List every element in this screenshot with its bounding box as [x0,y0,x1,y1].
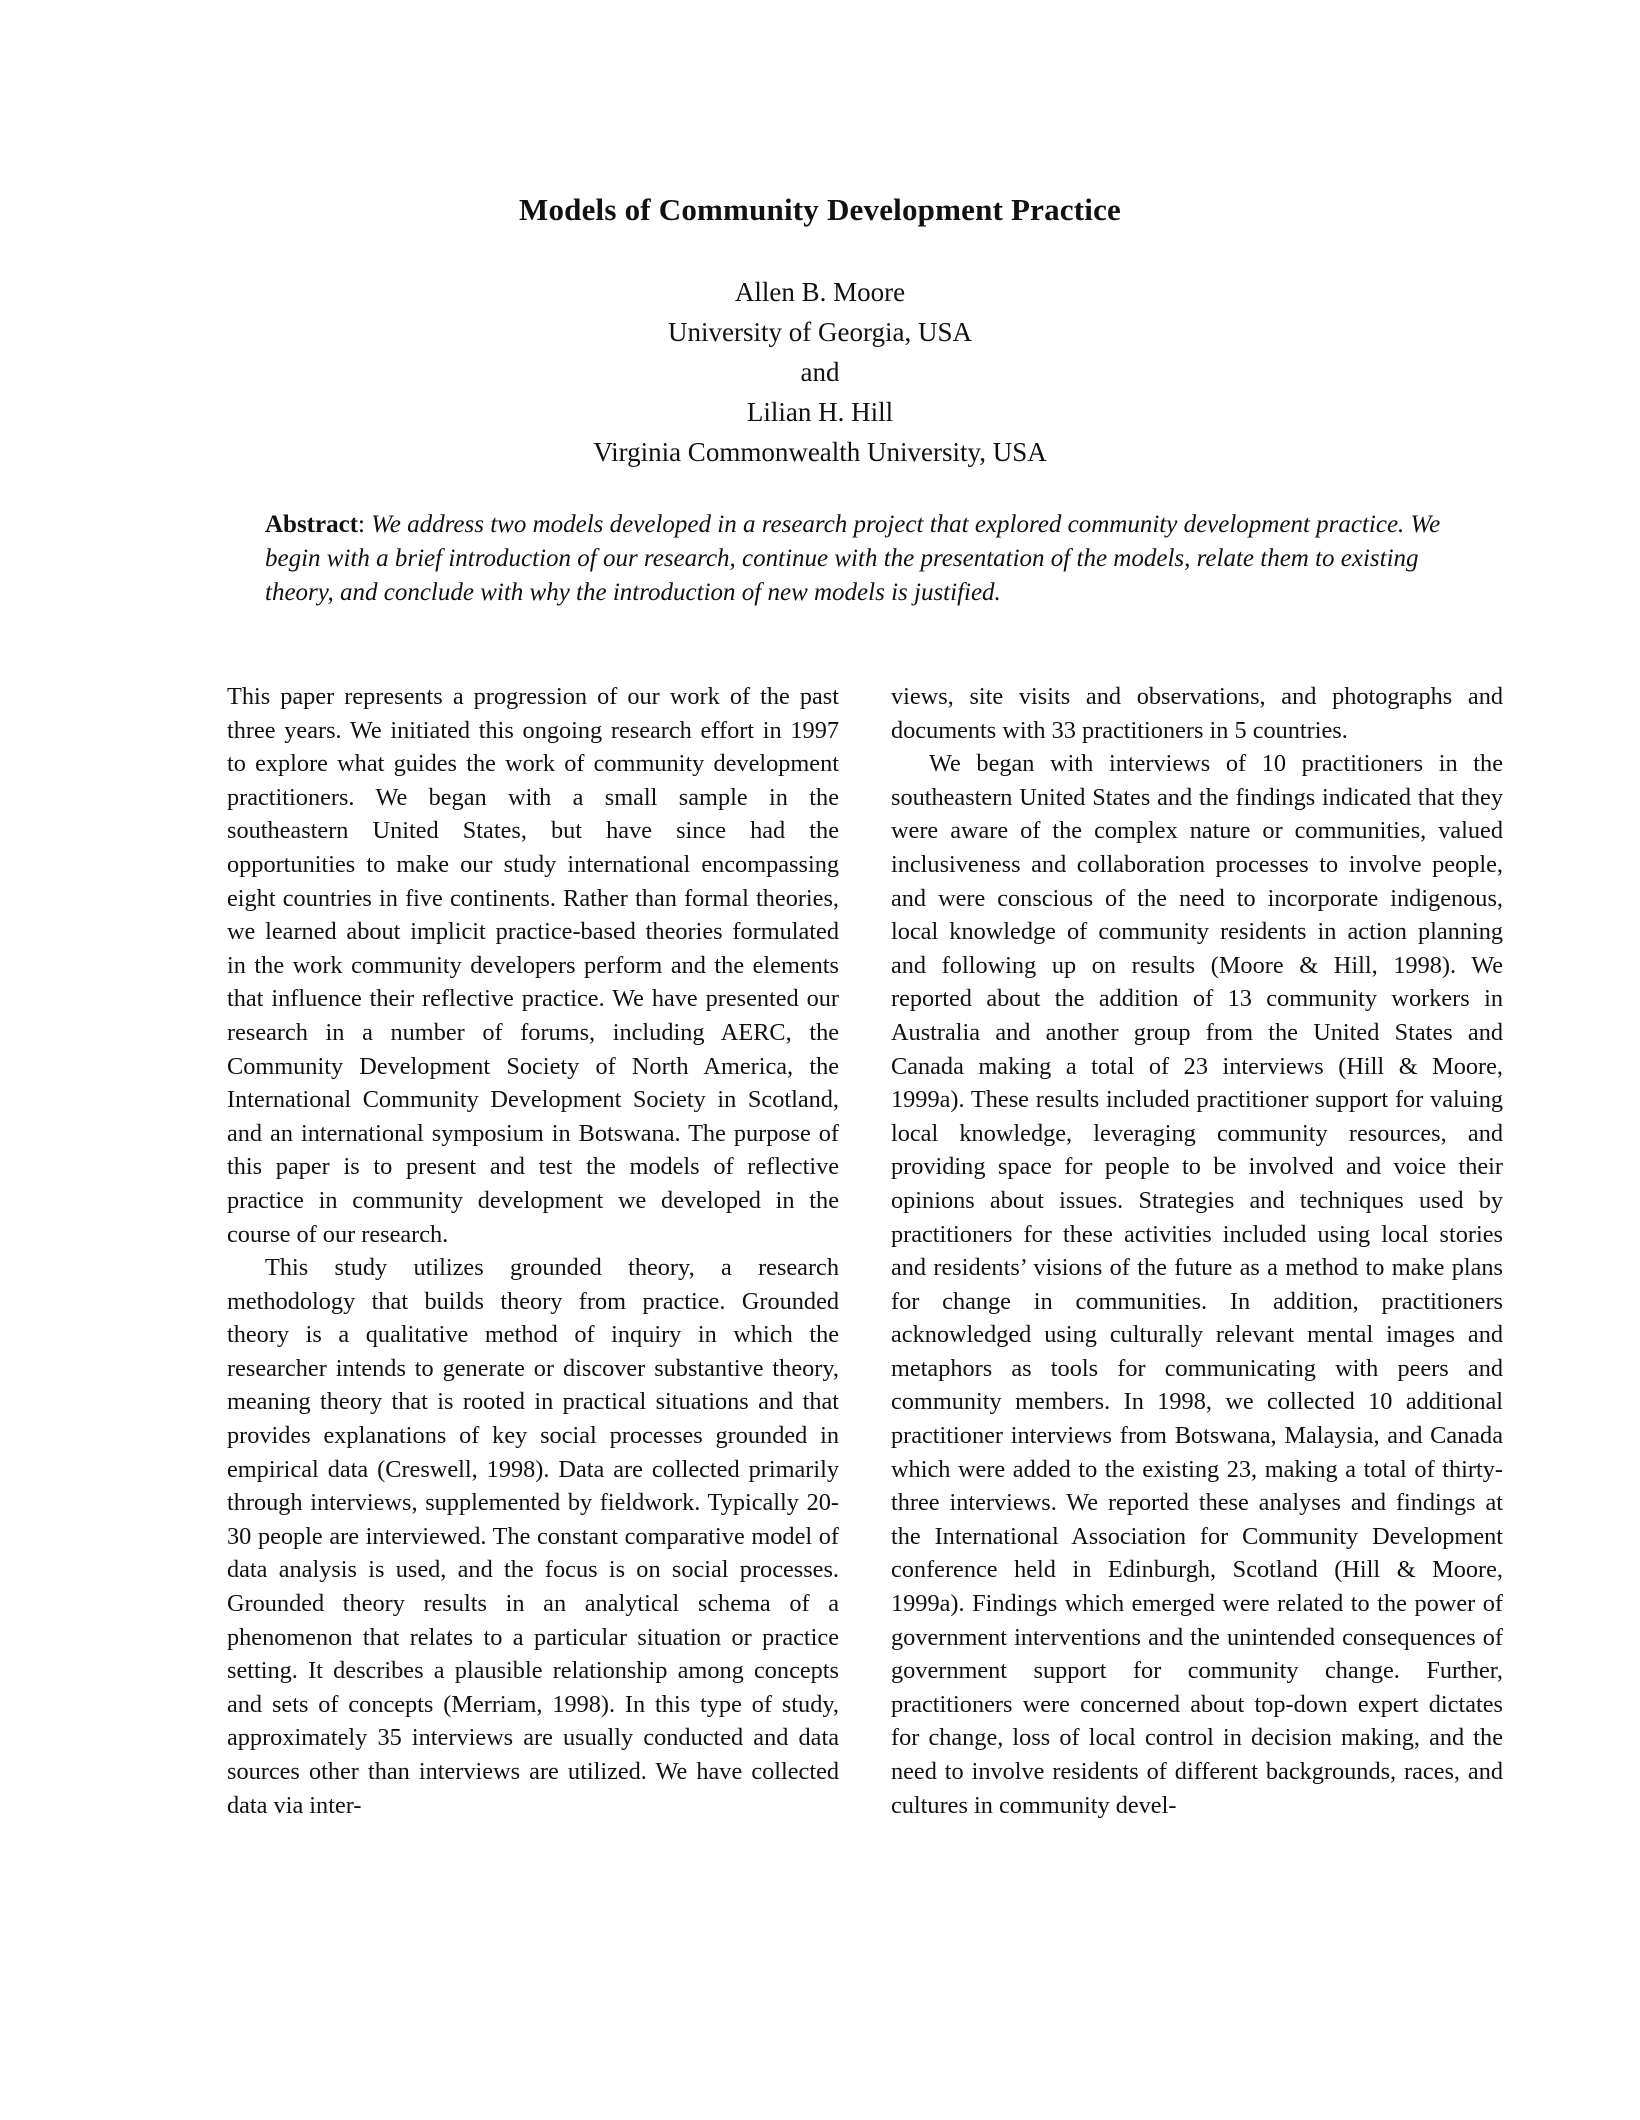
author-conjunction: and [800,357,840,387]
author-affiliation: University of Georgia, USA [668,317,972,347]
abstract-text: We address two models developed in a research project that explored community development practice. We begin with a brief introduction of our research, continue with the presentation of the models, relate them to existing theory, and conclude with why the introduction of new models is justified. [265,511,1441,606]
author-name: Allen B. Moore [734,277,906,307]
abstract-label: Abstract [265,511,359,538]
author-affiliation: Virginia Commonwealth University, USA [593,437,1047,467]
body-paragraph: This study utilizes grounded theory, a research methodology that builds theory from practice. Grounded theory is a qualitative method of inquiry in which the researcher intends to generate or discover substantive theory, meaning theory that is rooted in practical situations and that provides explanations of key social processes grounded in empirical data (Creswell, 1998). Data are collected primarily through interviews, supplemented by fieldwork. Typically 20-30 people are interviewed. The constant comparative model of data analysis is used, and the focus is on social processes. Grounded theory results in an analytical schema of a phenomenon that relates to a particular situation or practice setting. It describes a plausible relationship among concepts and sets of concepts (Merriam, 1998). In this type of study, approximately 35 interviews are usually conducted and data sources other than interviews are utilized. We have collected data via inter- [227,1254,839,1819]
body-paragraph: views, site visits and observations, and photographs and documents with 33 practitioners in 5 countries. [891,683,1503,744]
paper-title: Models of Community Development Practice [518,192,1122,227]
body-paragraph: We began with interviews of 10 practitioners in the southeastern United States and the findings indicated that they were aware of the complex nature or communities, valued inclusiveness and collaboration processes to involve people, and were conscious of the need to incorporate indigenous, local knowledge of community residents in action planning and following up on results (Moore & Hill, 1998). We reported about the addition of 13 community workers in Australia and another group from the United States and Canada making a total of 23 interviews (Hill & Moore, 1999a). These results included practitioner support for valuing local knowledge, leveraging community resources, and providing space for people to be involved and voice their opinions about issues. Strategies and techniques used by practitioners for these activities included using local stories and residents’ visions of the future as a method to make plans for change in communities. In addition, practitioners acknowledged using culturally relevant mental images and metaphors as tools for communicating with peers and community members. In 1998, we collected 10 additional practitioner interviews from Botswana, Malaysia, and Canada which were added to the existing 23, making a total of thirty-three interviews. We reported these analyses and findings at the International Association for Community Development conference held in Edinburgh, Scotland (Hill & Moore, 1999a). Findings which emerged were related to the power of government interventions and the unintended consequences of government support for community change. Further, practitioners were concerned about top-down expert dictates for change, loss of local control in decision making, and the need to involve residents of different backgrounds, races, and cultures in community devel- [891,750,1503,1819]
body-column-left [227,680,839,1822]
body-paragraph: This paper represents a progression of our work of the past three years. We initiated this ongoing research effort in 1997 to explore what guides the work of community development practitioners. We began with a small sample in the southeastern United States, but have since had the opportunities to make our study international encompassing eight countries in five continents. Rather than formal theories, we learned about implicit practice-based theories formulated in the work community developers perform and the elements that influence their reflective practice. We have presented our research in a number of forums, including AERC, the Community Development Society of North America, the International Community Development Society in Scotland, and an international symposium in Botswana. The purpose of this paper is to present and test the models of reflective practice in community development we developed in the course of our research. [227,683,839,1248]
author-name: Lilian H. Hill [746,397,894,427]
abstract [265,508,1475,610]
body-column-right [891,680,1503,1822]
author-block [0,272,1640,472]
abstract-separator: : [358,511,372,538]
